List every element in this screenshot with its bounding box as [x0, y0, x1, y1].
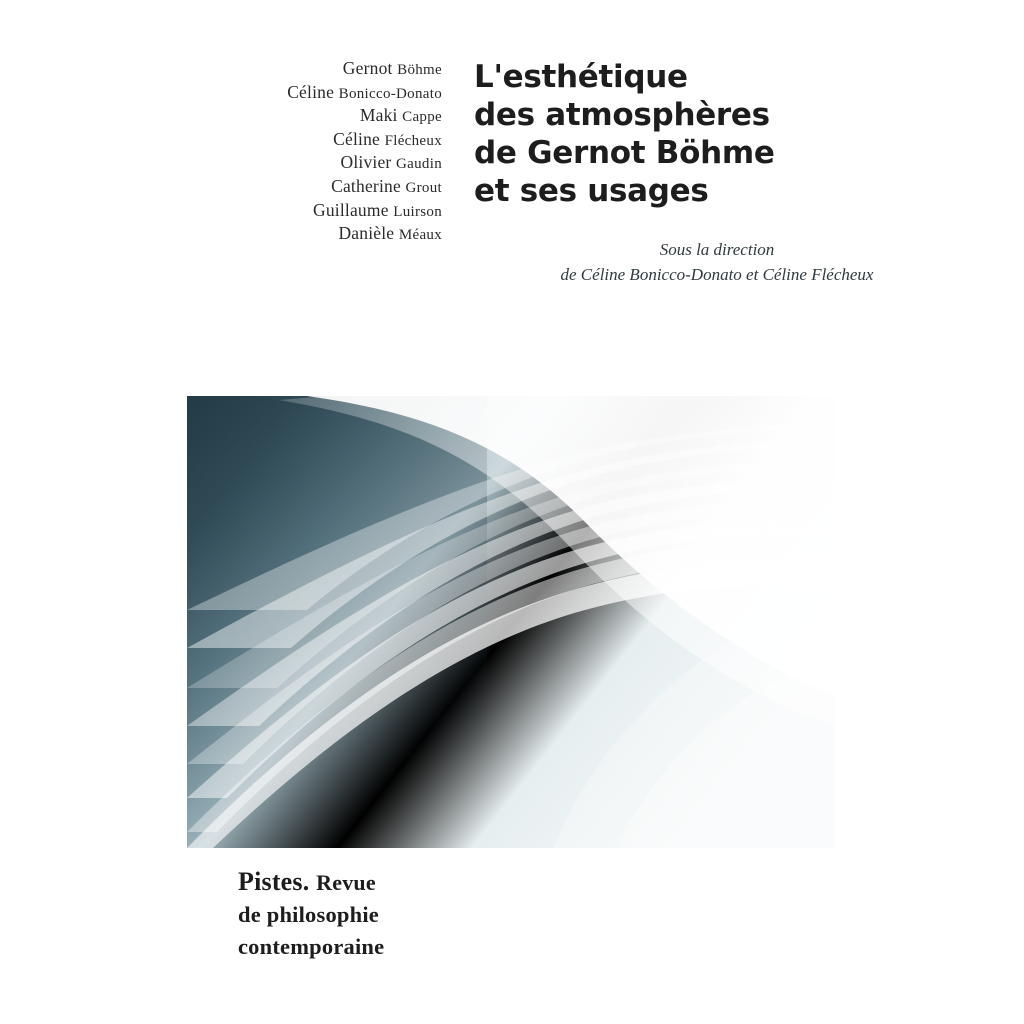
- journal-kind: Revue: [316, 870, 376, 895]
- author-first-name: Céline: [333, 128, 385, 149]
- journal-name-line: [238, 866, 658, 899]
- title-area: [452, 58, 1012, 287]
- author-first-name: Céline: [287, 81, 339, 102]
- author-surname: Cappe: [402, 109, 442, 126]
- author-first-name: Gernot: [342, 58, 398, 78]
- author-surname: Bonicco-Donato: [338, 85, 442, 102]
- journal-logo: [238, 866, 658, 963]
- title-line: et ses usages: [474, 173, 709, 209]
- title-line: L'esthétique: [474, 59, 688, 95]
- author-surname: Méaux: [398, 227, 442, 244]
- list-item: [0, 176, 442, 200]
- list-item: [0, 200, 442, 224]
- cover-header: [0, 58, 1024, 287]
- list-item: [0, 129, 442, 153]
- author-first-name: Maki: [359, 105, 403, 126]
- list-item: [0, 223, 442, 247]
- subtitle-line: Sous la direction: [659, 240, 775, 259]
- abstract-ribbon-illustration: [187, 396, 835, 848]
- list-item: [0, 152, 442, 176]
- author-first-name: Guillaume: [312, 199, 394, 220]
- author-surname: Flécheux: [384, 132, 442, 149]
- author-first-name: Catherine: [331, 175, 406, 196]
- journal-subtitle-line: de philosophie: [238, 902, 379, 927]
- journal-name: Pistes.: [238, 867, 310, 896]
- editors-statement: [474, 237, 1012, 287]
- author-surname: Luirson: [393, 203, 442, 220]
- author-first-name: Olivier: [340, 152, 397, 173]
- title-line: des atmosphères: [474, 97, 770, 133]
- subtitle-line: de Céline Bonicco-Donato et Céline Flécheux: [560, 265, 874, 284]
- cover-artwork: [187, 396, 835, 848]
- page-title: [474, 58, 1012, 210]
- journal-subtitle-line: contemporaine: [238, 934, 385, 959]
- title-line: de Gernot Böhme: [474, 135, 775, 171]
- list-item: [0, 82, 442, 106]
- list-item: [0, 105, 442, 129]
- author-surname: Grout: [405, 179, 442, 196]
- author-surname: Gaudin: [396, 156, 442, 173]
- author-surname: Böhme: [397, 62, 442, 78]
- author-first-name: Danièle: [338, 223, 399, 244]
- author-list: [0, 58, 452, 247]
- list-item: [0, 58, 442, 82]
